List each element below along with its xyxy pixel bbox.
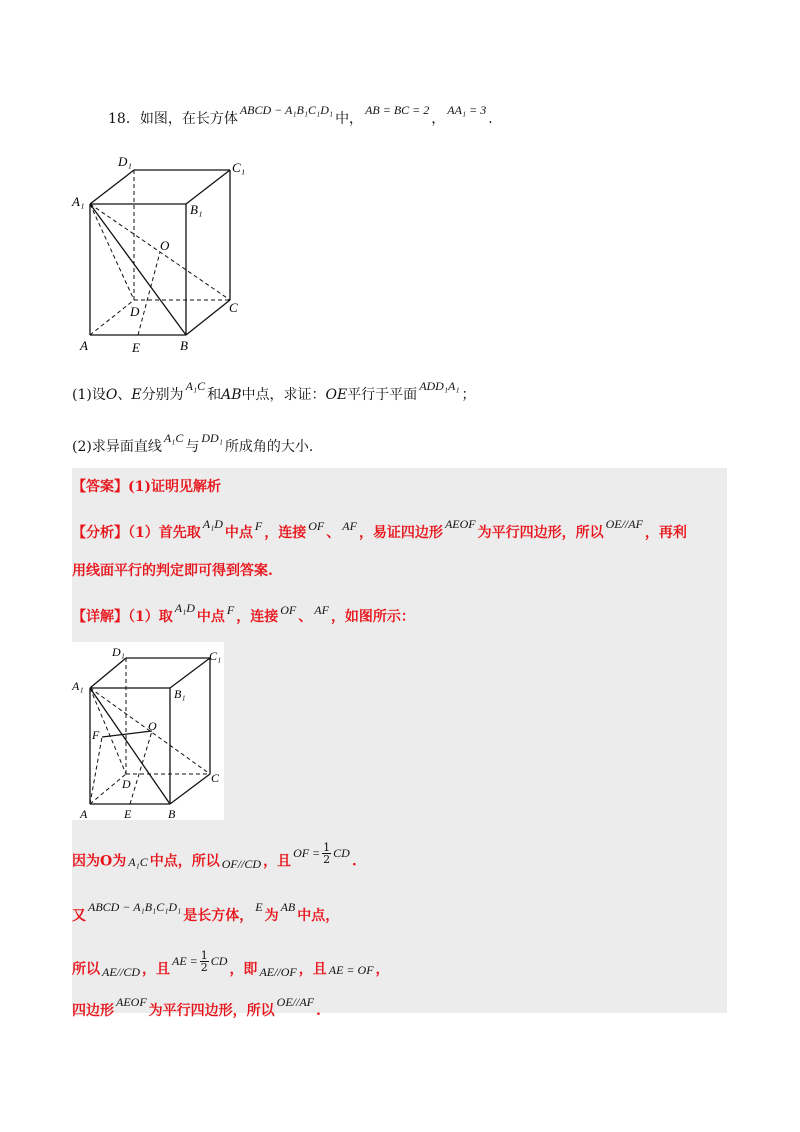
analysis-of: OF — [308, 519, 325, 533]
q1-a1c: A₁C — [185, 379, 206, 393]
step1-den: 2 — [323, 853, 331, 866]
analysis-a1d: A₁D — [202, 517, 223, 531]
step-4 — [72, 995, 321, 1020]
q2-a1c: A₁C — [163, 431, 184, 445]
answer-line — [72, 476, 221, 496]
problem-statement — [108, 103, 493, 128]
q1-end: ； — [461, 387, 476, 403]
step3-aeof: AE//OF — [259, 964, 297, 979]
label-o: O — [160, 238, 170, 253]
analysis-f: F — [254, 519, 263, 533]
fig2-label-a1: A₁ — [72, 679, 84, 693]
analysis-label: 【分析】（1）首先取 — [72, 525, 201, 541]
step3-t1: 所以 — [72, 961, 100, 978]
fig2-label-f: F — [92, 728, 100, 742]
fig2-label-c1: C₁ — [209, 649, 222, 663]
solid-name: ABCD − A₁B₁C₁D₁ — [239, 103, 334, 117]
q1-part5: 平行于平面 — [347, 387, 418, 403]
detail-line-1 — [72, 601, 415, 626]
step1-num: 1 — [323, 841, 331, 854]
fig2-label-c: C — [211, 771, 220, 785]
detail-dun: 、 — [298, 609, 313, 625]
problem-sep: ， — [431, 111, 446, 127]
analysis-t5: ，再利 — [644, 525, 687, 541]
q2-part1: (2)求异面直线 — [72, 439, 162, 455]
problem-mid: 中， — [335, 111, 364, 127]
detail-t3: ，如图所示： — [330, 609, 415, 625]
step4-aeof: AEOF — [116, 995, 147, 1009]
step3-eq: AE = OF — [328, 962, 374, 977]
answer-label: 【答案】(1)证明见解析 — [72, 479, 221, 495]
fig2-label-o: O — [148, 719, 157, 733]
analysis-line-1 — [72, 517, 687, 542]
analysis-af: AF — [342, 519, 357, 533]
label-d: D — [130, 304, 140, 319]
q1-plane: ADD₁A₁ — [419, 379, 460, 393]
label-d1: D₁ — [118, 154, 132, 169]
cuboid-figure-1 — [72, 150, 246, 355]
step1-ofcd: OF//CD — [221, 856, 262, 871]
step2-solid: ABCD − A₁B₁C₁D₁ — [88, 900, 182, 914]
step3-aecd: AE//CD — [102, 964, 140, 979]
step3-den: 2 — [200, 961, 208, 974]
analysis-t2: ，连接 — [264, 525, 307, 541]
problem-intro: 如图，在长方体 — [139, 111, 238, 127]
step1-t3: ，且 — [263, 853, 292, 870]
label-e: E — [132, 340, 140, 355]
fig2-label-a: A — [80, 807, 88, 821]
step3-end: ， — [375, 961, 390, 978]
step3-cd: CD — [210, 953, 228, 968]
analysis-line-2 — [72, 560, 273, 580]
cuboid-figure-2 — [72, 642, 224, 820]
step1-fraction — [322, 842, 331, 865]
q1-dun: 、 — [117, 387, 132, 403]
question-1 — [72, 379, 476, 404]
question-2 — [72, 431, 314, 456]
q1-part3: 和 — [207, 387, 222, 403]
step2-e: E — [255, 900, 263, 914]
condition-ab-bc: AB = BC = 2 — [365, 103, 430, 117]
analysis-t4: 为平行四边形，所以 — [477, 525, 604, 541]
analysis-line2: 用线面平行的判定即可得到答案. — [72, 563, 273, 579]
detail-of: OF — [280, 603, 297, 617]
step1-a1c: A₁C — [128, 854, 148, 869]
problem-number: 18． — [108, 111, 140, 127]
step1-cd: CD — [333, 845, 350, 860]
step3-t4: ，且 — [298, 961, 327, 978]
fig2-label-b1: B₁ — [174, 687, 186, 701]
fig2-label-b: B — [168, 807, 176, 821]
detail-label: 【详解】（1）取 — [72, 609, 173, 625]
q1-part1: (1)设 — [72, 387, 106, 403]
fig2-label-e: E — [124, 807, 132, 821]
step4-end: . — [315, 1003, 321, 1019]
detail-f: F — [226, 603, 235, 617]
q2-part3: 所成角的大小. — [224, 439, 314, 455]
step2-ab: AB — [280, 900, 296, 914]
step3-fraction — [200, 950, 209, 973]
step3-t3: ，即 — [229, 961, 258, 978]
fig2-label-d: D — [122, 777, 131, 791]
step2-t2: 是长方体， — [183, 908, 254, 924]
analysis-oeaf: OE//AF — [605, 517, 643, 531]
analysis-dun: 、 — [326, 525, 341, 541]
q1-part4: 中点，求证： — [241, 387, 326, 403]
step1-of: OF = — [293, 845, 321, 860]
step-2 — [72, 900, 340, 925]
q1-ab: AB — [221, 387, 242, 403]
step1-t1: 因为O为 — [72, 853, 127, 870]
step3-num: 1 — [200, 949, 208, 962]
step-3 — [72, 949, 390, 981]
q2-dd1: DD₁ — [201, 431, 223, 445]
q2-part2: 与 — [185, 439, 200, 455]
analysis-t1: 中点 — [224, 525, 253, 541]
step3-t2: ，且 — [142, 961, 170, 978]
step1-end: . — [351, 853, 357, 870]
label-a: A — [80, 338, 88, 353]
step1-t2: 中点，所以 — [149, 853, 220, 870]
label-a1: A₁ — [72, 194, 85, 209]
detail-af: AF — [314, 603, 329, 617]
label-c: C — [229, 300, 238, 315]
detail-a1d: A₁D — [174, 601, 195, 615]
label-b: B — [180, 338, 188, 353]
step4-oeaf: OE//AF — [276, 995, 314, 1009]
condition-aa1: AA₁ = 3 — [447, 103, 487, 117]
q1-e: E — [131, 387, 142, 403]
label-c1: C₁ — [232, 160, 246, 175]
fig2-label-d1: D₁ — [112, 645, 125, 659]
analysis-aeof: AEOF — [444, 517, 476, 531]
q1-oe: OE — [325, 387, 348, 403]
q1-o: O — [105, 387, 118, 403]
step4-t1: 四边形 — [72, 1003, 114, 1019]
step3-ae: AE = — [172, 953, 198, 968]
detail-t1: 中点 — [196, 609, 225, 625]
step2-t4: 中点， — [297, 908, 340, 924]
step2-t1: 又 — [72, 908, 86, 924]
label-b1: B₁ — [190, 202, 203, 217]
problem-end: . — [488, 111, 493, 127]
step-1 — [72, 841, 357, 873]
analysis-t3: ，易证四边形 — [358, 525, 443, 541]
step2-t3: 为 — [264, 908, 279, 924]
detail-t2: ，连接 — [236, 609, 279, 625]
step4-t2: 为平行四边形，所以 — [148, 1003, 275, 1019]
q1-part2: 分别为 — [141, 387, 184, 403]
